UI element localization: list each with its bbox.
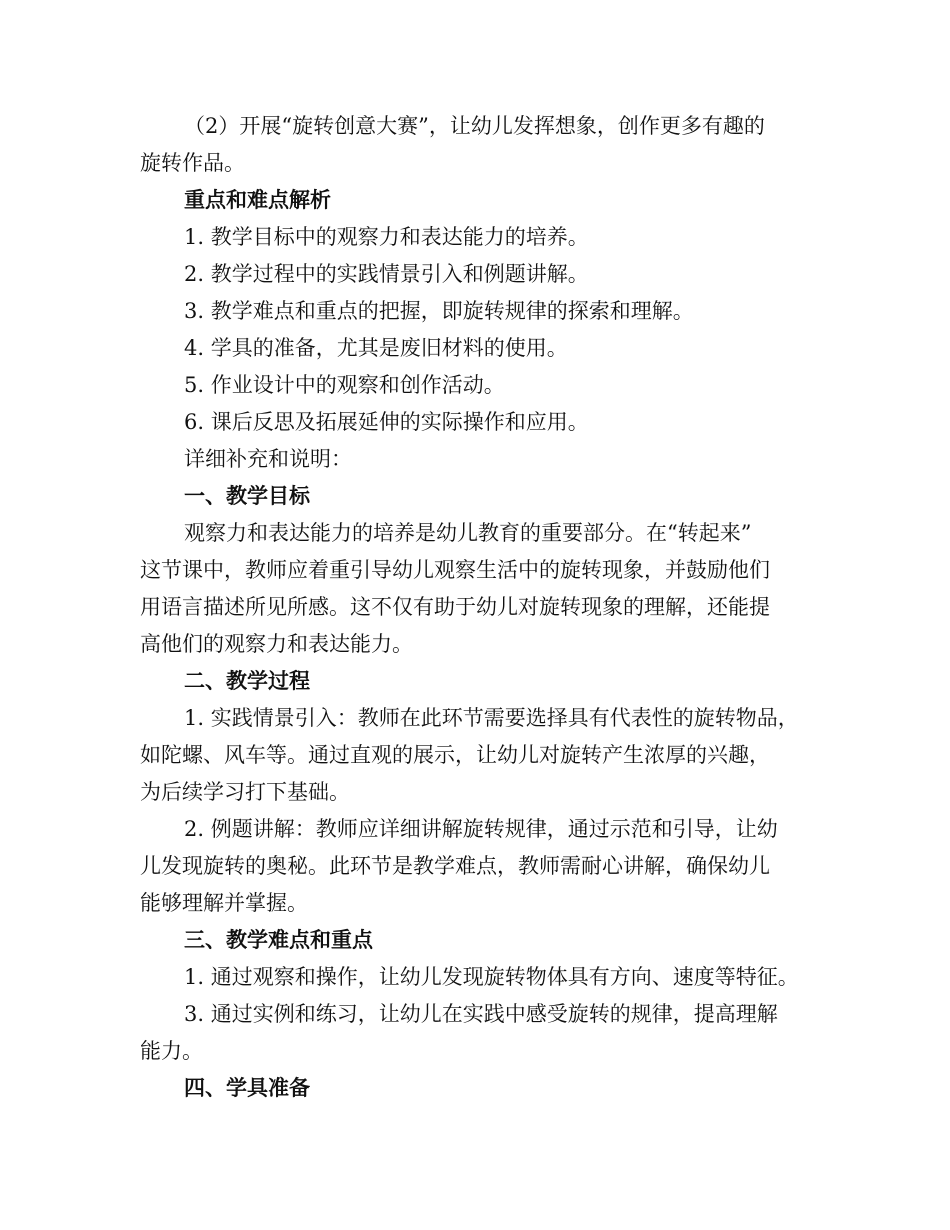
section-2-para-1-line-1: 1. 实践情景引入：教师在此环节需要选择具有代表性的旋转物品， [184, 706, 799, 730]
section-2-para-2-line-2: 儿发现旋转的奥秘。此环节是教学难点，教师需耐心讲解，确保幼儿 [140, 854, 770, 878]
key-point-item-2: 2. 教学过程中的实践情景引入和例题讲解。 [184, 262, 589, 286]
supplement-label: 详细补充和说明： [184, 447, 352, 471]
section-1-line-2: 这节课中，教师应着重引导幼儿观察生活中的旋转现象，并鼓励他们 [140, 558, 770, 582]
section-3-line-2: 3. 通过实例和练习，让幼儿在实践中感受旋转的规律，提高理解 [184, 1002, 778, 1026]
section-1-line-1: 观察力和表达能力的培养是幼儿教育的重要部分。在“转起来” [184, 521, 752, 545]
section-2-para-2-line-1: 2. 例题讲解：教师应详细讲解旋转规律，通过示范和引导，让幼 [184, 817, 778, 841]
key-point-item-4: 4. 学具的准备，尤其是废旧材料的使用。 [184, 336, 568, 360]
key-point-item-5: 5. 作业设计中的观察和创作活动。 [184, 373, 505, 397]
section-2-para-1-line-3: 为后续学习打下基础。 [140, 780, 350, 804]
key-point-item-1: 1. 教学目标中的观察力和表达能力的培养。 [184, 225, 589, 249]
section-3-line-3: 能力。 [140, 1039, 203, 1063]
section-1-line-4: 高他们的观察力和表达能力。 [140, 632, 413, 656]
section-4-heading: 四、学具准备 [184, 1076, 310, 1100]
section-1-heading: 一、教学目标 [184, 484, 310, 508]
intro-line-1: （2）开展“旋转创意大赛”，让幼儿发挥想象，创作更多有趣的 [184, 114, 765, 138]
section-3-heading: 三、教学难点和重点 [184, 928, 373, 952]
section-1-line-3: 用语言描述所见所感。这不仅有助于幼儿对旋转现象的理解，还能提 [140, 595, 770, 619]
section-3-line-1: 1. 通过观察和操作，让幼儿发现旋转物体具有方向、速度等特征。 [184, 965, 799, 989]
intro-line-2: 旋转作品。 [140, 151, 245, 175]
section-2-heading: 二、教学过程 [184, 669, 310, 693]
key-points-heading: 重点和难点解析 [184, 188, 331, 212]
key-point-item-3: 3. 教学难点和重点的把握，即旋转规律的探索和理解。 [184, 299, 694, 323]
section-2-para-2-line-3: 能够理解并掌握。 [140, 891, 308, 915]
section-2-para-1-line-2: 如陀螺、风车等。通过直观的展示，让幼儿对旋转产生浓厚的兴趣， [140, 743, 770, 767]
key-point-item-6: 6. 课后反思及拓展延伸的实际操作和应用。 [184, 410, 589, 434]
